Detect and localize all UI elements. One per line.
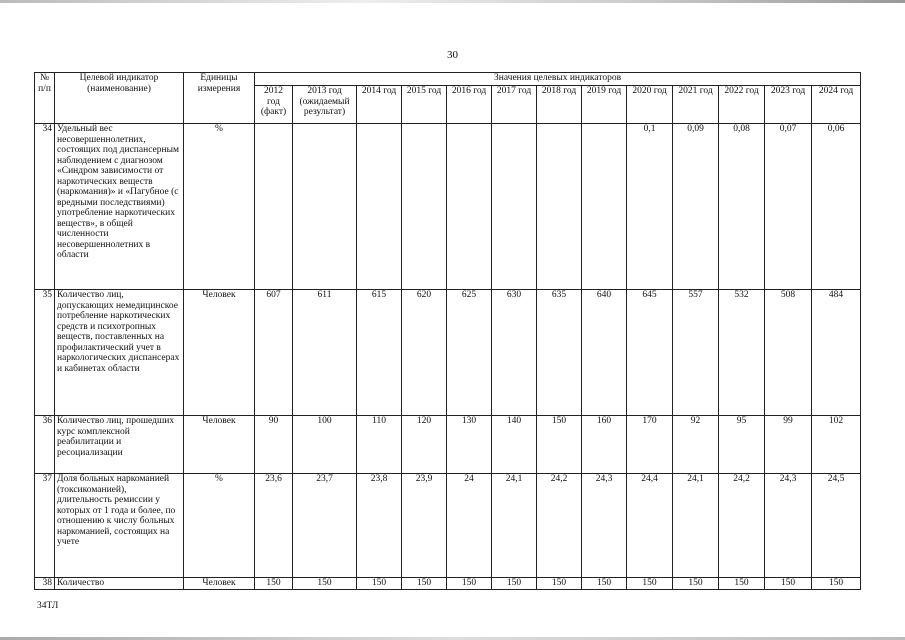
indicator-value: 24,1	[492, 474, 537, 578]
page-number: 30	[447, 49, 458, 61]
indicator-unit: Человек	[184, 416, 255, 474]
indicator-value: 24	[447, 474, 492, 578]
indicator-value: 23,7	[293, 474, 357, 578]
indicator-value: 110	[357, 416, 402, 474]
indicator-value	[402, 124, 447, 290]
indicator-value: 557	[673, 290, 719, 416]
indicator-unit: Человек	[184, 578, 255, 590]
row-number: 35	[35, 290, 55, 416]
indicator-unit: %	[184, 124, 255, 290]
table-row	[35, 124, 861, 290]
indicator-value: 90	[255, 416, 293, 474]
header-year: 2013 год (ожидаемый результат)	[293, 86, 357, 124]
indicator-value: 0,06	[812, 124, 861, 290]
header-name: Целевой индикатор (наименование)	[55, 73, 184, 124]
header-year: 2019 год	[582, 86, 627, 124]
header-year: 2020 год	[627, 86, 673, 124]
indicator-value	[582, 124, 627, 290]
indicator-value: 150	[537, 416, 582, 474]
indicator-value: 607	[255, 290, 293, 416]
indicators-table	[34, 72, 861, 590]
table-row	[35, 416, 861, 474]
indicator-value: 150	[402, 578, 447, 590]
indicator-value: 140	[492, 416, 537, 474]
indicator-value: 160	[582, 416, 627, 474]
indicator-value: 23,6	[255, 474, 293, 578]
indicator-unit: %	[184, 474, 255, 578]
indicator-value: 23,8	[357, 474, 402, 578]
indicator-value: 615	[357, 290, 402, 416]
indicator-value: 0,09	[673, 124, 719, 290]
header-year: 2014 год	[357, 86, 402, 124]
header-year: 2022 год	[719, 86, 765, 124]
indicator-value: 645	[627, 290, 673, 416]
indicator-name: Количество лиц, допускающих немедицинское потребление наркотических средств и психотропных веществ, поставленных на профилактический учет в наркологических диспансерах и кабинетах области	[55, 290, 184, 416]
row-number: 36	[35, 416, 55, 474]
indicator-value	[357, 124, 402, 290]
indicator-value: 611	[293, 290, 357, 416]
row-number: 37	[35, 474, 55, 578]
header-year: 2017 год	[492, 86, 537, 124]
indicator-value: 150	[673, 578, 719, 590]
indicator-value: 0,08	[719, 124, 765, 290]
indicator-value: 532	[719, 290, 765, 416]
indicator-value: 95	[719, 416, 765, 474]
table-row	[35, 578, 861, 590]
indicator-value: 24,3	[582, 474, 627, 578]
indicator-value: 24,3	[765, 474, 812, 578]
scan-edge-top	[0, 0, 905, 3]
header-year: 2018 год	[537, 86, 582, 124]
indicator-value: 170	[627, 416, 673, 474]
indicator-value: 24,5	[812, 474, 861, 578]
table-row	[35, 290, 861, 416]
indicator-value	[537, 124, 582, 290]
indicator-value: 102	[812, 416, 861, 474]
indicator-value: 130	[447, 416, 492, 474]
header-unit: Единицы измерения	[184, 73, 255, 124]
indicator-name: Удельный вес несовершеннолетних, состоящих под диспансерным наблюдением с диагнозом «Синдром зависимости от наркотических веществ (наркомания)» и «Пагубное (с вредными последствиями) употребление наркотических веществ», в общей численности несовершеннолетних в области	[55, 124, 184, 290]
header-year: 2012 год (факт)	[255, 86, 293, 124]
footer-code: 34ТЛ	[37, 601, 59, 611]
indicator-value: 640	[582, 290, 627, 416]
indicator-value: 24,2	[719, 474, 765, 578]
indicator-value	[293, 124, 357, 290]
table-row	[35, 474, 861, 578]
header-row-top	[35, 73, 861, 86]
indicator-value: 150	[537, 578, 582, 590]
indicator-value: 24,4	[627, 474, 673, 578]
indicator-value: 92	[673, 416, 719, 474]
header-year: 2023 год	[765, 86, 812, 124]
indicator-value: 150	[582, 578, 627, 590]
indicator-value: 120	[402, 416, 447, 474]
indicator-value: 150	[812, 578, 861, 590]
header-num: № п/п	[35, 73, 55, 124]
indicator-value: 150	[765, 578, 812, 590]
indicator-value: 150	[627, 578, 673, 590]
indicator-value: 625	[447, 290, 492, 416]
indicator-value: 150	[293, 578, 357, 590]
indicator-value: 100	[293, 416, 357, 474]
indicator-value: 150	[255, 578, 293, 590]
indicator-value: 0,07	[765, 124, 812, 290]
indicator-value: 150	[719, 578, 765, 590]
row-number: 38	[35, 578, 55, 590]
indicator-value: 630	[492, 290, 537, 416]
indicator-name: Количество	[55, 578, 184, 590]
indicator-name: Доля больных наркоманией (токсикоманией), длительность ремиссии у которых от 1 года и более, по отношению к числу больных наркоманией, состоящих на учете	[55, 474, 184, 578]
indicator-name: Количество лиц, прошедших курс комплексной реабилитации и ресоциализации	[55, 416, 184, 474]
header-year: 2015 год	[402, 86, 447, 124]
indicator-value: 24,1	[673, 474, 719, 578]
indicator-unit: Человек	[184, 290, 255, 416]
indicator-value: 150	[447, 578, 492, 590]
indicator-value: 620	[402, 290, 447, 416]
header-year: 2024 год	[812, 86, 861, 124]
indicator-value	[255, 124, 293, 290]
indicator-value: 99	[765, 416, 812, 474]
header-year: 2021 год	[673, 86, 719, 124]
table-body	[35, 124, 861, 590]
indicator-value: 150	[492, 578, 537, 590]
indicator-value: 24,2	[537, 474, 582, 578]
indicator-value: 484	[812, 290, 861, 416]
indicator-value: 0,1	[627, 124, 673, 290]
header-values-group: Значения целевых индикаторов	[255, 73, 861, 86]
header-year: 2016 год	[447, 86, 492, 124]
indicator-value: 150	[357, 578, 402, 590]
indicator-value: 508	[765, 290, 812, 416]
indicator-value: 635	[537, 290, 582, 416]
indicator-value	[492, 124, 537, 290]
row-number: 34	[35, 124, 55, 290]
indicator-value	[447, 124, 492, 290]
indicator-value: 23,9	[402, 474, 447, 578]
